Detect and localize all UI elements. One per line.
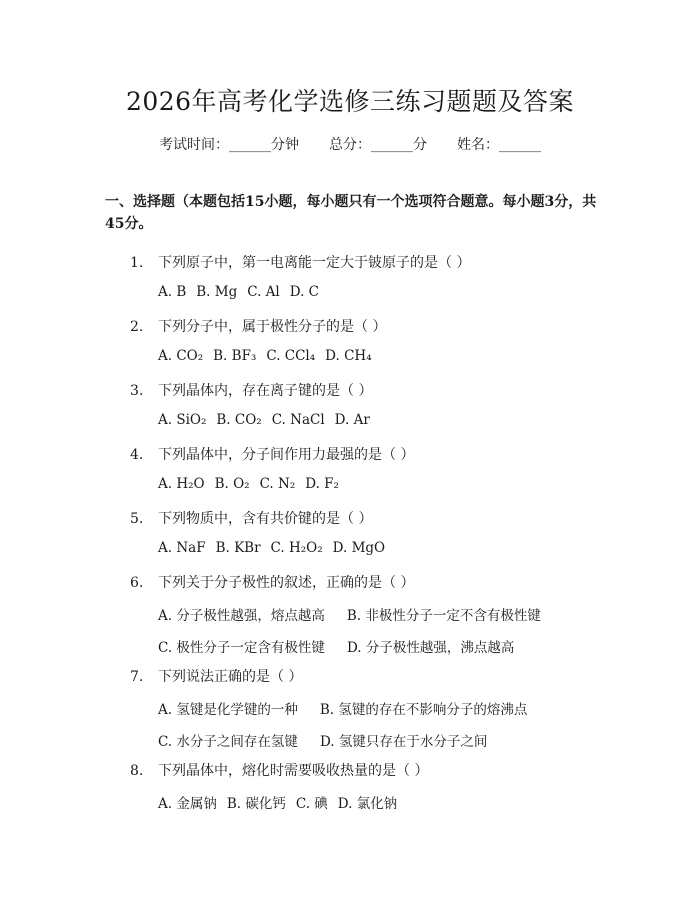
option: C. 水分子之间存在氢键 [158, 734, 298, 750]
option: A. H₂O [158, 476, 205, 492]
question-number: 1. [130, 255, 144, 271]
question-text: 下列原子中，第一电离能一定大于铍原子的是（ ） [158, 255, 471, 271]
exam-info [0, 134, 700, 154]
option: A. 氢键是化学键的一种 [158, 702, 298, 718]
exam-time: 考试时间：______分钟 [159, 137, 299, 153]
total-score: 总分：______分 [329, 137, 427, 153]
option: B. BF₃ [213, 348, 257, 364]
option: A. NaF [158, 540, 206, 556]
options-line [158, 540, 385, 556]
option: A. B [158, 284, 187, 300]
options-line [158, 792, 397, 812]
option: B. 碳化钙 [226, 796, 286, 812]
option: C. 极性分子一定含有极性键 [158, 640, 325, 656]
question-number: 5. [130, 511, 144, 527]
section-heading: 一、选择题（本题包括15小题，每小题只有一个选项符合题意。每小题3分，共45分。 [105, 194, 597, 232]
question-text: 下列晶体中，熔化时需要吸收热量的是（ ） [158, 763, 429, 779]
question-number: 7. [130, 669, 144, 685]
options-line [158, 636, 514, 656]
options-line [158, 604, 541, 624]
option: B. 氢键的存在不影响分子的熔沸点 [319, 702, 528, 718]
option: D. 氯化钠 [337, 796, 398, 812]
option: B. O₂ [214, 476, 250, 492]
option: B. CO₂ [216, 412, 262, 428]
option: C. Al [247, 284, 280, 300]
options-line [158, 730, 487, 750]
options-line [158, 284, 319, 300]
question-7 [130, 666, 302, 686]
question-text: 下列关于分子极性的叙述，正确的是（ ） [158, 575, 415, 591]
option: C. N₂ [259, 476, 296, 492]
option: D. 氢键只存在于水分子之间 [319, 734, 488, 750]
options-line [158, 348, 372, 364]
option: C. 碘 [295, 796, 328, 812]
question-number: 6. [130, 575, 144, 591]
question-8 [130, 760, 428, 780]
option: C. H₂O₂ [270, 540, 323, 556]
question-text: 下列说法正确的是（ ） [158, 669, 303, 685]
option: D. CH₄ [325, 348, 372, 364]
question-number: 8. [130, 763, 144, 779]
question-4 [130, 444, 414, 464]
option: A. 分子极性越强，熔点越高 [158, 608, 325, 624]
option: D. F₂ [305, 476, 339, 492]
option: C. NaCl [271, 412, 325, 428]
option: D. Ar [334, 412, 370, 428]
question-number: 3. [130, 383, 144, 399]
question-3 [130, 380, 372, 400]
option: D. 分子极性越强，沸点越高 [346, 640, 515, 656]
question-1 [130, 252, 470, 272]
question-text: 下列物质中，含有共价键的是（ ） [158, 511, 373, 527]
options-line [158, 412, 370, 428]
question-number: 2. [130, 319, 144, 335]
option: B. Mg [196, 284, 238, 300]
option: D. C [289, 284, 319, 300]
options-line [158, 698, 527, 718]
question-6 [130, 572, 414, 592]
option: A. 金属钠 [158, 796, 217, 812]
option: A. CO₂ [158, 348, 204, 364]
question-number: 4. [130, 447, 144, 463]
question-2 [130, 316, 386, 336]
option: D. MgO [332, 540, 386, 556]
question-text: 下列晶体内，存在离子键的是（ ） [158, 383, 373, 399]
option: A. SiO₂ [158, 412, 207, 428]
options-line [158, 476, 339, 492]
option: B. 非极性分子一定不含有极性键 [346, 608, 541, 624]
student-name: 姓名：______ [457, 137, 541, 153]
option: B. KBr [215, 540, 261, 556]
option: C. CCl₄ [266, 348, 316, 364]
question-text: 下列分子中，属于极性分子的是（ ） [158, 319, 387, 335]
question-5 [130, 508, 372, 528]
question-text: 下列晶体中，分子间作用力最强的是（ ） [158, 447, 415, 463]
page-title: 2026年高考化学选修三练习题题及答案 [125, 87, 575, 116]
